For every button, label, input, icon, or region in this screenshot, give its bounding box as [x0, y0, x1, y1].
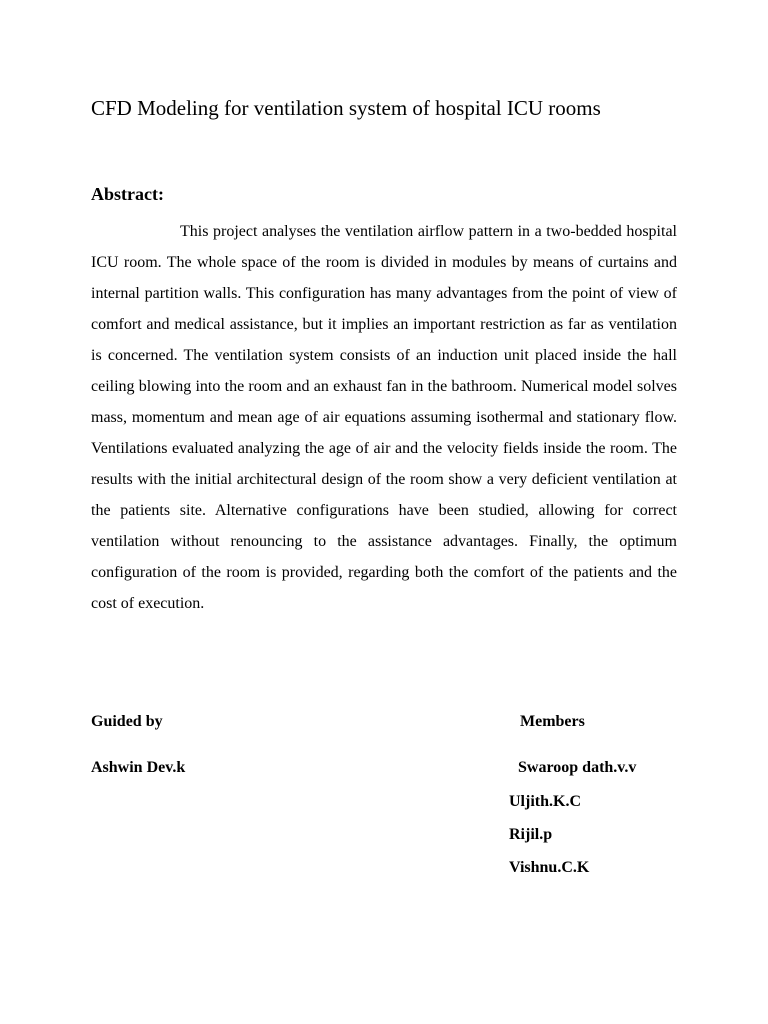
member-name: Uljith.K.C	[509, 793, 581, 810]
abstract-text: This project analyses the ventilation airflow pattern in a two-bedded hospital ICU room. The whole space of the room is divided in modules by means of curtains and internal partition walls. This configuration has many advantages from the point of view of comfort and medical assistance, but it implies an important restriction as far as ventilation is concerned. The ventilation system consists of an induction unit placed inside the hall ceiling blowing into the room and an exhaust fan in the bathroom. Numerical model solves mass, momentum and mean age of air equations assuming isothermal and stationary flow. Ventilations evaluated analyzing the age of air and the velocity fields inside the room. The results with the initial architectural design of the room show a very deficient ventilation at the patients site. Alternative configurations have been studied, allowing for correct ventilation without renouncing to the assistance advantages. Finally, the optimum configuration of the room is provided, regarding both the comfort of the patients and the cost of execution.	[91, 223, 677, 612]
member-name: Rijil.p	[509, 826, 553, 843]
abstract-heading: Abstract:	[91, 184, 164, 204]
member-name: Vishnu.C.K	[509, 859, 590, 876]
guided-by-label: Guided by	[91, 713, 163, 730]
document-title: CFD Modeling for ventilation system of hospital ICU rooms	[91, 96, 601, 120]
members-label: Members	[520, 713, 585, 730]
member-name: Swaroop dath.v.v	[518, 759, 637, 776]
guide-name: Ashwin Dev.k	[91, 759, 186, 776]
